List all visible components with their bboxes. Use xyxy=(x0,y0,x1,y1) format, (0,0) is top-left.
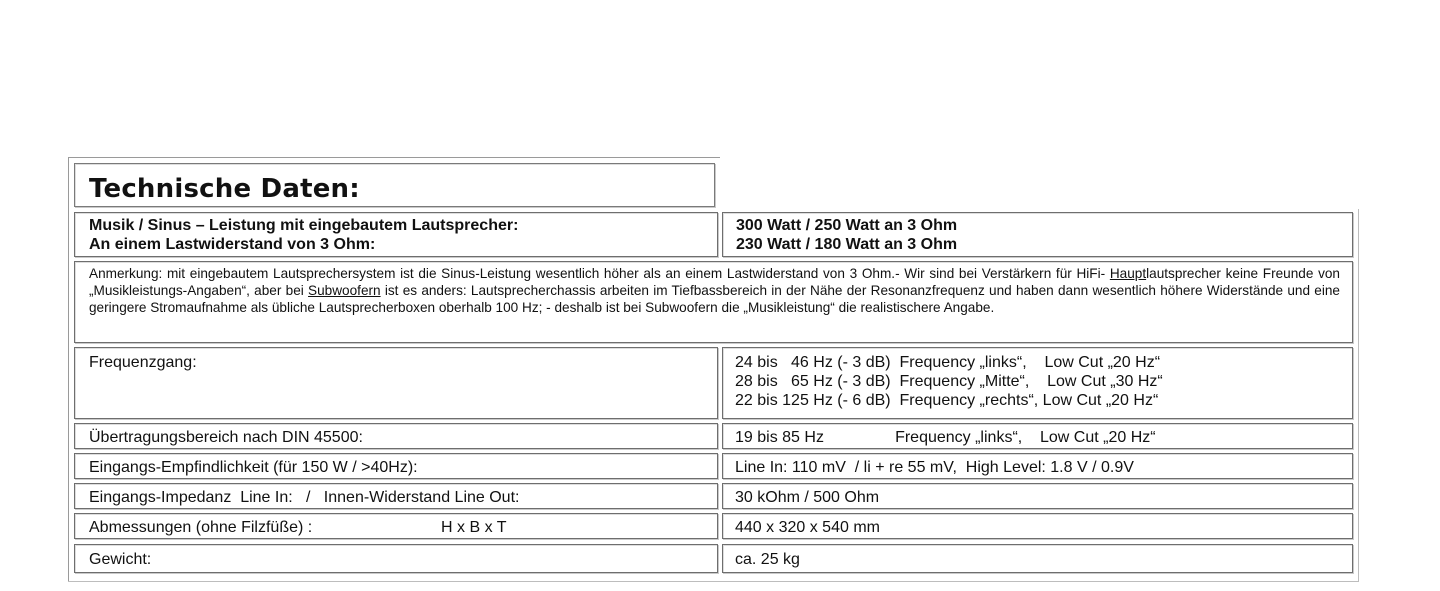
transmission-value: 19 bis 85 Hz Frequency „links“, Low Cut „20 Hz“ xyxy=(735,429,1156,446)
frequency-value-cell xyxy=(722,347,1353,419)
weight-label-cell xyxy=(74,544,718,573)
impedance-label: Eingangs-Impedanz Line In: / Innen-Widerstand Line Out: xyxy=(89,489,520,506)
note-text xyxy=(89,265,1340,316)
frequency-line-3: 22 bis 125 Hz (- 6 dB) Frequency „rechts“, Low Cut „20 Hz“ xyxy=(735,392,1159,409)
transmission-label: Übertragungsbereich nach DIN 45500: xyxy=(89,429,363,446)
table-border-left xyxy=(68,157,69,582)
sensitivity-value: Line In: 110 mV / li + re 55 mV, High Level: 1.8 V / 0.9V xyxy=(735,459,1134,476)
power-label-cell xyxy=(74,212,718,257)
note-cell xyxy=(74,261,1353,343)
impedance-value-cell xyxy=(722,483,1353,509)
power-label-line1: Musik / Sinus – Leistung mit eingebautem Lautsprecher: xyxy=(89,217,519,234)
table-border-right xyxy=(1358,209,1359,582)
sensitivity-value-cell xyxy=(722,453,1353,479)
weight-value-cell xyxy=(722,544,1353,573)
power-value-line2: 230 Watt / 180 Watt an 3 Ohm xyxy=(736,236,958,253)
dimensions-value-cell xyxy=(722,513,1353,539)
frequency-line-2: 28 bis 65 Hz (- 3 dB) Frequency „Mitte“, Low Cut „30 Hz“ xyxy=(735,373,1163,390)
page-title: Technische Daten: xyxy=(89,174,360,204)
weight-value: ca. 25 kg xyxy=(735,551,800,568)
note-underline-subwoofern: Subwoofern xyxy=(308,283,381,298)
table-border-bottom xyxy=(68,581,1359,582)
transmission-value-cell xyxy=(722,423,1353,449)
sensitivity-label: Eingangs-Empfindlichkeit (für 150 W / >40Hz): xyxy=(89,459,418,476)
weight-label: Gewicht: xyxy=(89,551,152,568)
frequency-label-cell xyxy=(74,347,718,419)
transmission-label-cell xyxy=(74,423,718,449)
power-value-cell xyxy=(722,212,1353,257)
dimensions-value: 440 x 320 x 540 mm xyxy=(735,519,880,536)
note-part1: Anmerkung: mit eingebautem Lautsprechersystem ist die Sinus-Leistung wesentlich höher als an einem Lastwiderstand von 3 Ohm.- Wir sind bei Verstärkern für HiFi- xyxy=(89,266,1106,281)
dimensions-label-cell xyxy=(74,513,718,539)
impedance-label-cell xyxy=(74,483,718,509)
note-part3: ist es anders: Lautsprecherchassis arbeiten im Tiefbassbereich in der Nähe der Resonanzfrequenz und haben dann wesentlich höhere Widerstände und eine geringere Stromaufnahme als übliche Lautsprecherboxen oberhalb 100 Hz; - deshalb ist bei Subwoofern die „Musikleistung“ die realistischere Angabe. xyxy=(89,283,1340,315)
technical-data-table xyxy=(68,157,1359,583)
frequency-label: Frequenzgang: xyxy=(89,354,197,371)
sensitivity-label-cell xyxy=(74,453,718,479)
frequency-line-1: 24 bis 46 Hz (- 3 dB) Frequency „links“, Low Cut „20 Hz“ xyxy=(735,354,1161,371)
table-border-top xyxy=(68,157,720,158)
note-underline-haupt: Haupt xyxy=(1109,266,1147,281)
dimensions-label: Abmessungen (ohne Filzfüße) : xyxy=(89,519,313,536)
dimensions-hbt: H x B x T xyxy=(441,519,507,536)
note-part2: lautsprecher keine Freunde von „Musikleistungs-Angaben“, aber bei xyxy=(89,266,1340,298)
power-label-line2: An einem Lastwiderstand von 3 Ohm: xyxy=(89,236,376,253)
power-value-line1: 300 Watt / 250 Watt an 3 Ohm xyxy=(736,217,958,234)
impedance-value: 30 kOhm / 500 Ohm xyxy=(735,489,880,506)
title-cell xyxy=(74,163,715,207)
